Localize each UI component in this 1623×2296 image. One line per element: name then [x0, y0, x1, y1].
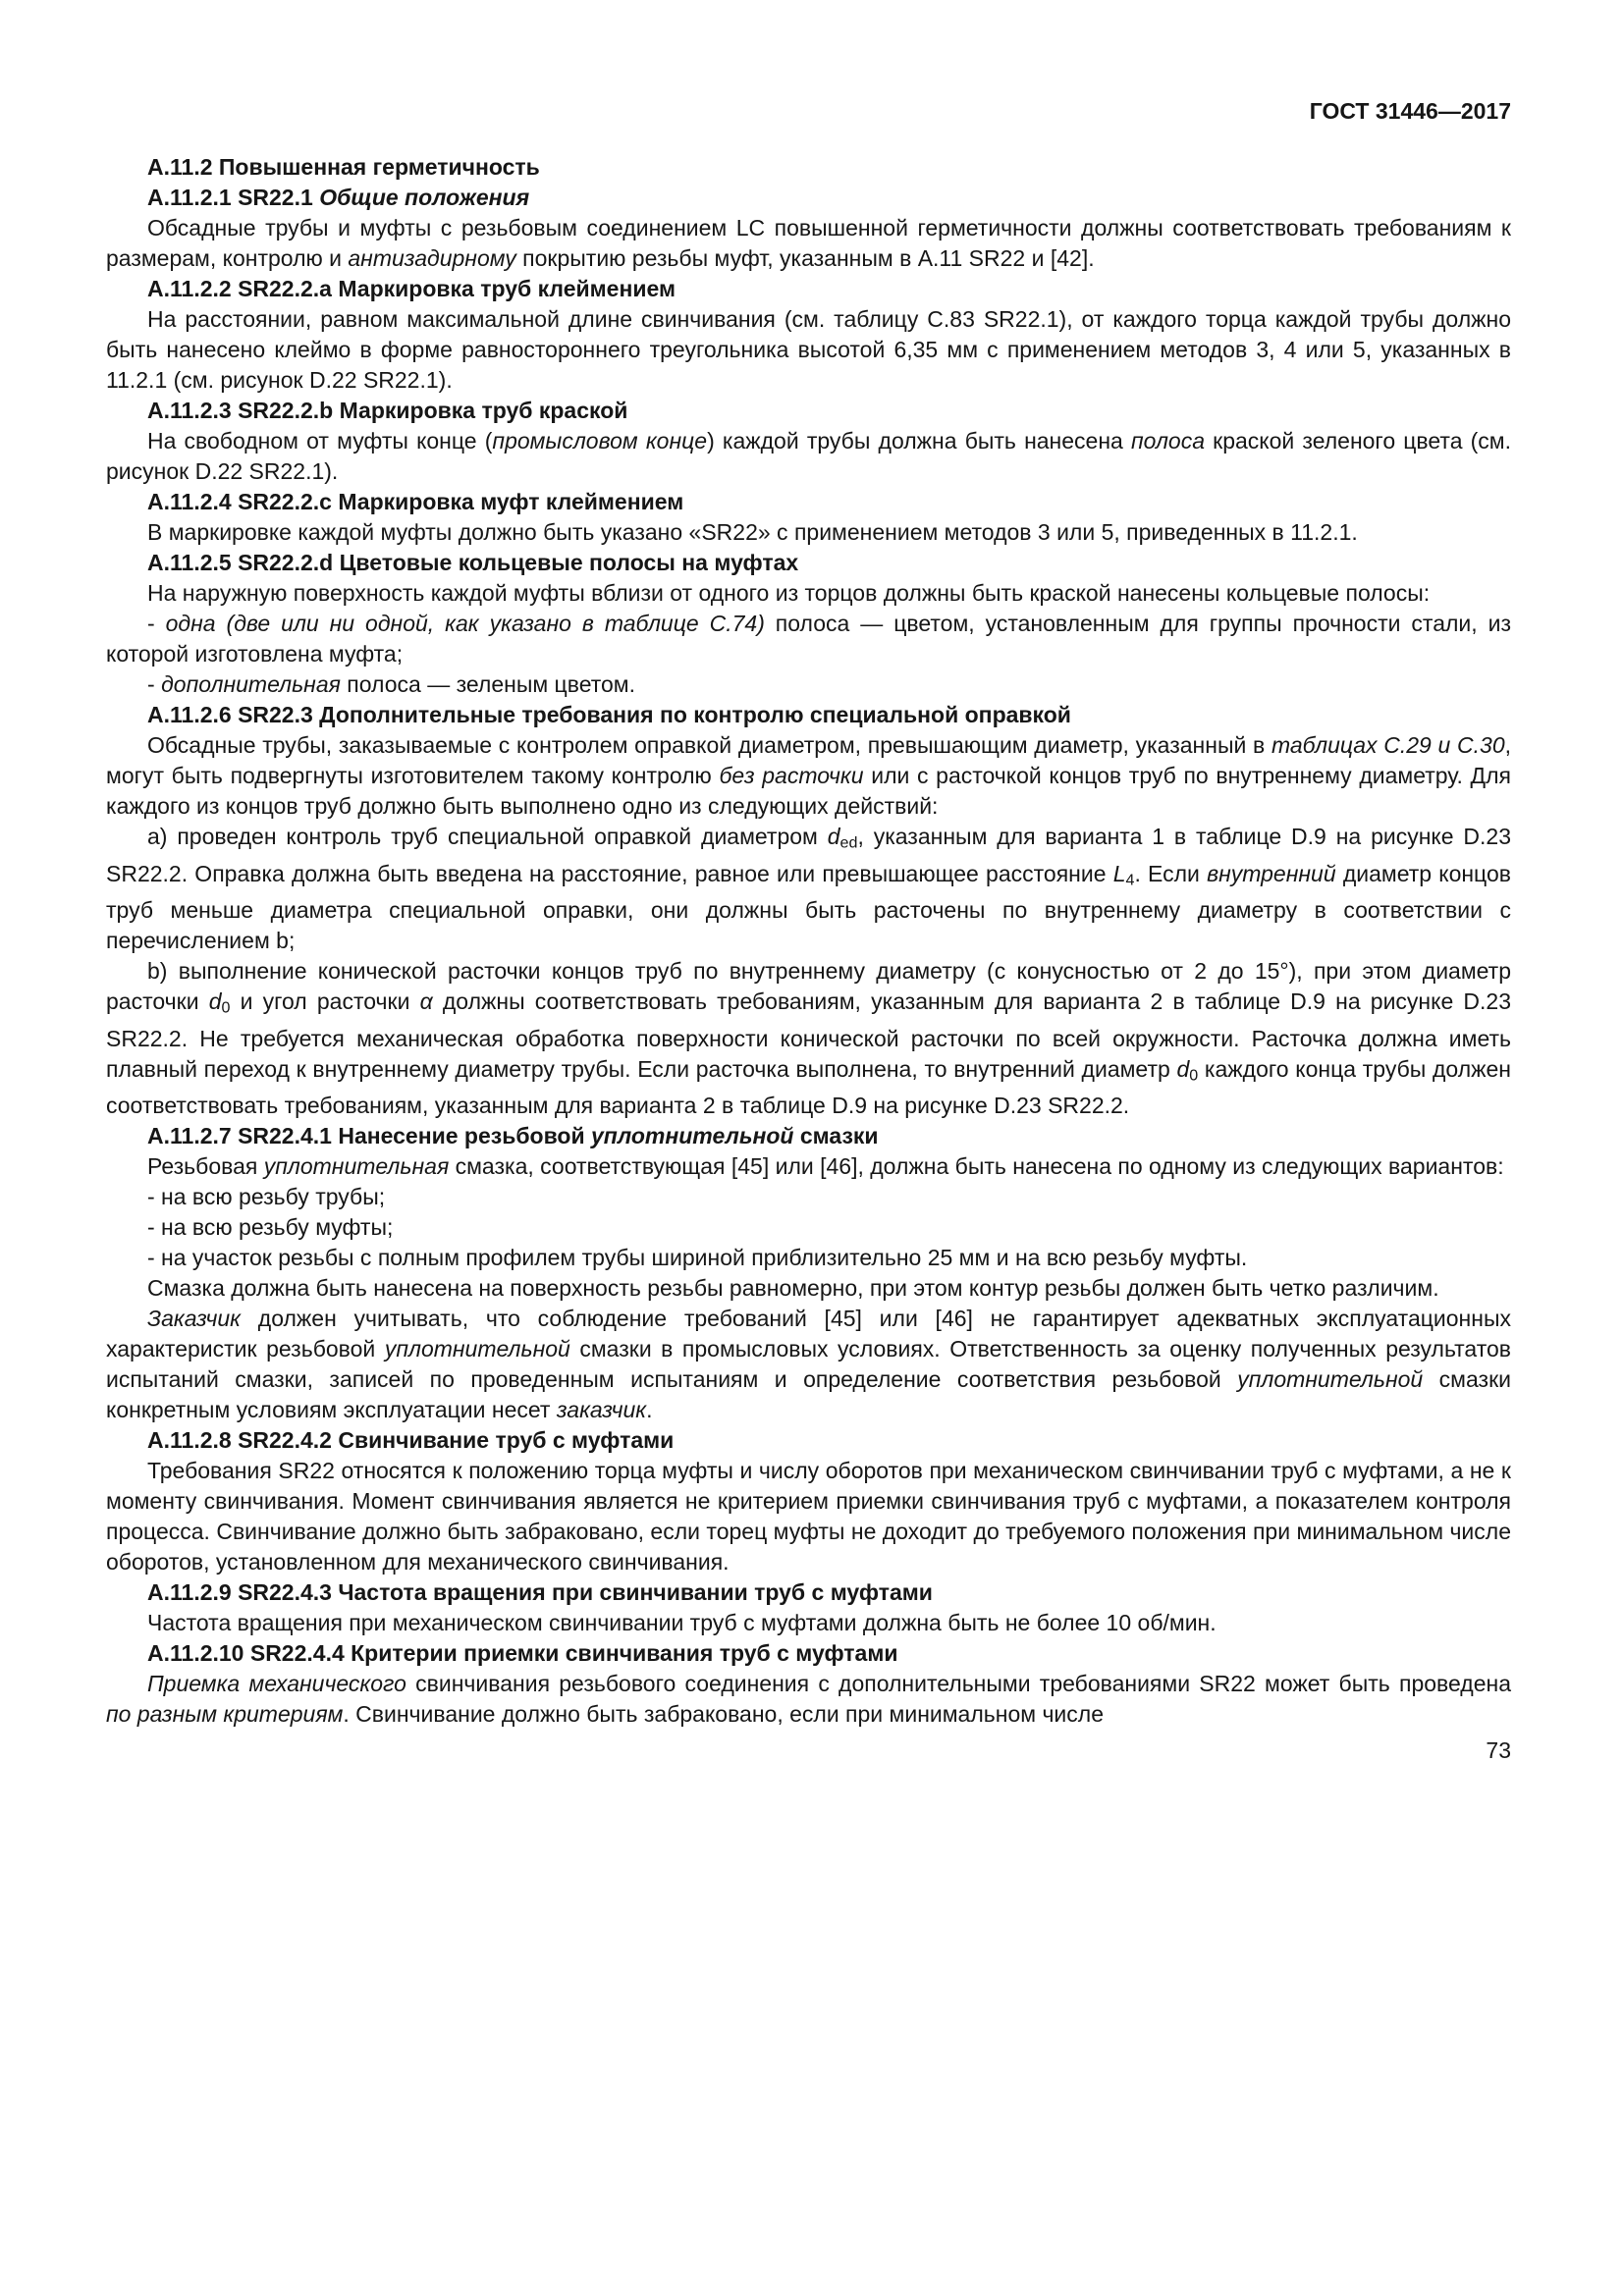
document-body: [106, 152, 1511, 1730]
section-heading: А.11.2.6 SR22.3 Дополнительные требования по контролю специальной оправкой: [147, 702, 1071, 727]
section-heading: А.11.2.1 SR22.1 Общие положения: [147, 185, 530, 210]
section-heading: А.11.2.9 SR22.4.3 Частота вращения при свинчивании труб с муфтами: [147, 1579, 933, 1606]
section-heading: А.11.2.2 SR22.2.a Маркировка труб клеймением: [147, 276, 676, 301]
paragraph: Обсадные трубы, заказываемые с контролем оправкой диаметром, превышающим диаметр, указанный в таблицах С.29 и С.30, могут быть подвергнуты изготовителем такому контролю без расточки или с расточкой концов труб по внутреннему диаметру. Для каждого из концов труб должно быть выполнено одно из следующих действий:: [106, 732, 1512, 819]
paragraph: - на всю резьбу трубы;: [147, 1184, 386, 1210]
section-heading: А.11.2.8 SR22.4.2 Свинчивание труб с муфтами: [147, 1427, 675, 1454]
paragraph: В маркировке каждой муфты должно быть указано «SR22» с применением методов 3 или 5, приведенных в 11.2.1.: [147, 519, 1358, 545]
paragraph: b) выполнение конической расточки концов труб по внутреннему диаметру (с конусностью от 2 до 15°), при этом диаметр расточки d0 и угол расточки α должны соответствовать требованиям, указанным для варианта 2 в таблице D.9 на рисунке D.23 SR22.2. Не требуется механическая обработка поверхности конической расточки по всей окружности. Расточка должна иметь плавный переход к внутреннему диаметру трубы. Если расточка выполнена, то внутренний диаметр d0 каждого конца трубы должен соответствовать требованиям, указанным для варианта 2 в таблице D.9 на рисунке D.23 SR22.2.: [106, 958, 1511, 1119]
page-number: 73: [1486, 1737, 1511, 1764]
section-heading: А.11.2.5 SR22.2.d Цветовые кольцевые полосы на муфтах: [147, 550, 799, 575]
paragraph: Обсадные трубы и муфты с резьбовым соединением LC повышенной герметичности должны соответствовать требованиям к размерам, контролю и антизадирному покрытию резьбы муфт, указанным в А.11 SR22 и [42].: [106, 215, 1511, 271]
paragraph: Резьбовая уплотнительная смазка, соответствующая [45] или [46], должна быть нанесена по одному из следующих вариантов:: [147, 1153, 1504, 1180]
section-heading: А.11.2.7 SR22.4.1 Нанесение резьбовой уплотнительной смазки: [147, 1123, 879, 1149]
paragraph: Приемка механического свинчивания резьбового соединения с дополнительными требованиями SR22 может быть проведена по разным критериям. Свинчивание должно быть забраковано, если при минимальном числе: [106, 1671, 1512, 1728]
paragraph: Частота вращения при механическом свинчивании труб с муфтами должна быть не более 10 об/мин.: [147, 1610, 1217, 1636]
paragraph: а) проведен контроль труб специальной оправкой диаметром ded, указанным для варианта 1 в таблице D.9 на рисунке D.23 SR22.2. Оправка должна быть введена на расстояние, равное или превышающее расстояние L4. Если внутренний диаметр концов труб меньше диаметра специальной оправки, они должны быть расточены по внутреннему диаметру в соответствии с перечислением b;: [106, 824, 1511, 954]
paragraph: Заказчик должен учитывать, что соблюдение требований [45] или [46] не гарантирует адекватных эксплуатационных характеристик резьбовой уплотнительной смазки в промысловых условиях. Ответственность за оценку полученных результатов испытаний смазки, записей по проведенным испытаниям и определение соответствия резьбовой уплотнительной смазки конкретным условиям эксплуатации несет заказчик.: [106, 1306, 1512, 1423]
paragraph: - дополнительная полоса — зеленым цветом.: [147, 671, 635, 697]
paragraph: - одна (две или ни одной, как указано в таблице С.74) полоса — цветом, установленным для группы прочности стали, из которой изготовлена муфта;: [106, 611, 1511, 667]
paragraph: - на участок резьбы с полным профилем трубы шириной приблизительно 25 мм и на всю резьбу муфты.: [147, 1245, 1248, 1271]
section-heading: А.11.2.4 SR22.2.c Маркировка муфт клеймением: [147, 489, 684, 514]
section-heading: А.11.2.3 SR22.2.b Маркировка труб краской: [147, 398, 628, 423]
paragraph: Смазка должна быть нанесена на поверхность резьбы равномерно, при этом контур резьбы должен быть четко различим.: [147, 1275, 1439, 1302]
document-header: ГОСТ 31446—2017: [1309, 98, 1511, 124]
paragraph: На расстоянии, равном максимальной длине свинчивания (см. таблицу С.83 SR22.1), от каждого торца каждой трубы должно быть нанесено клеймо в форме равностороннего треугольника высотой 6,35 мм с применением методов 3, 4 или 5, указанных в 11.2.1 (см. рисунок D.22 SR22.1).: [106, 306, 1511, 393]
paragraph: - на всю резьбу муфты;: [147, 1214, 394, 1241]
paragraph: На свободном от муфты конце (промысловом конце) каждой трубы должна быть нанесена полоса краской зеленого цвета (см. рисунок D.22 SR22.1).: [106, 428, 1512, 484]
section-heading: А.11.2 Повышенная герметичность: [147, 154, 540, 180]
paragraph: На наружную поверхность каждой муфты вблизи от одного из торцов должны быть краской нанесены кольцевые полосы:: [147, 580, 1431, 606]
paragraph: Требования SR22 относятся к положению торца муфты и числу оборотов при механическом свинчивании труб с муфтами, а не к моменту свинчивания. Момент свинчивания является не критерием приемки свинчивания труб с муфтами, а показателем контроля процесса. Свинчивание должно быть забраковано, если торец муфты не доходит до требуемого положения при минимальном числе оборотов, установленном для механического свинчивания.: [106, 1458, 1511, 1575]
section-heading: А.11.2.10 SR22.4.4 Критерии приемки свинчивания труб с муфтами: [147, 1640, 898, 1667]
